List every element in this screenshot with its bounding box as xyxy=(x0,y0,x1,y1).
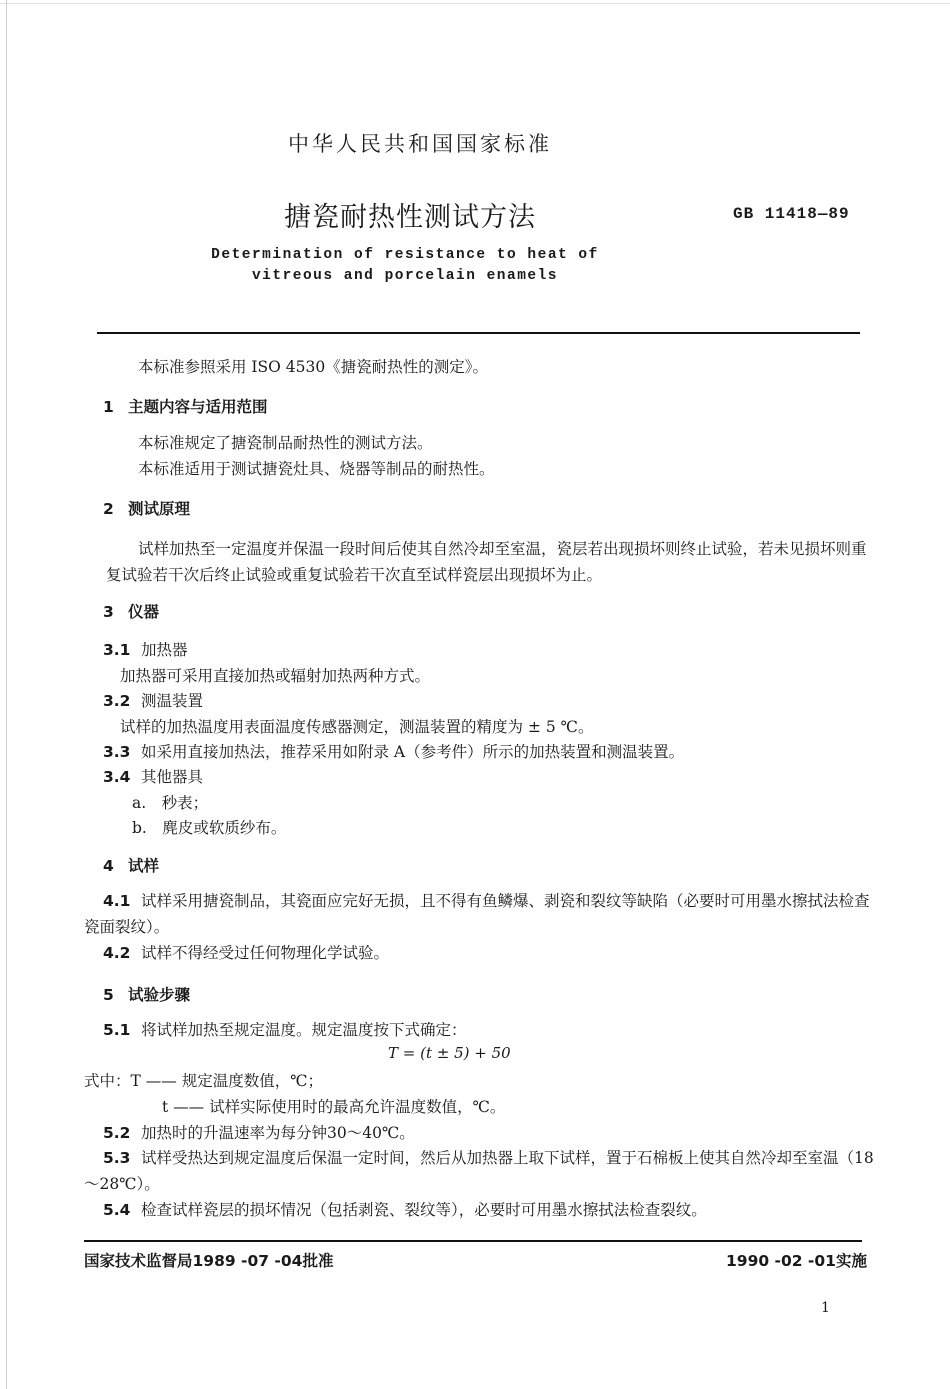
clause-4-2 xyxy=(103,941,389,963)
clause-number: 3.1 xyxy=(103,641,131,659)
header-divider xyxy=(97,332,860,334)
document-title: 搪瓷耐热性测试方法 xyxy=(284,202,536,233)
clause-number: 3.3 xyxy=(103,743,131,761)
clause-text: 试样采用搪瓷制品，其瓷面应完好无损，且不得有鱼鳞爆、剥瓷和裂纹等缺陷（必要时可用墨水擦拭法检查瓷面裂纹）。 xyxy=(84,892,870,936)
clause-number: 5.3 xyxy=(103,1149,131,1167)
section-title: 主题内容与适用范围 xyxy=(128,398,268,416)
section-number: 1 xyxy=(103,398,114,416)
clause-text: 将试样加热至规定温度。规定温度按下式确定： xyxy=(141,1021,467,1039)
clause-text: 如采用直接加热法，推荐采用如附录 A（参考件）所示的加热装置和测温装置。 xyxy=(141,743,685,761)
section-2-paragraph: 试样加热至一定温度并保温一段时间后使其自然冷却至室温，瓷层若出现损坏则终止试验，若未见损坏则重复试验若干次后终止试验或重复试验若干次直至试样瓷层出现损坏为止。 xyxy=(106,540,867,584)
section-1-heading xyxy=(103,395,268,417)
clause-number: 5.2 xyxy=(103,1124,131,1142)
scan-edge-left xyxy=(6,0,7,1389)
section-5-heading xyxy=(103,983,190,1005)
english-title-line-1: Determination of resistance to heat of xyxy=(211,247,599,263)
clause-5-4 xyxy=(103,1198,707,1220)
clause-title: 测温装置 xyxy=(141,692,204,710)
formula-where-T: 式中：T —— 规定温度数值，℃； xyxy=(84,1072,324,1090)
clause-4-1 xyxy=(84,888,878,940)
section-title: 测试原理 xyxy=(128,500,191,518)
footer-divider xyxy=(84,1240,862,1242)
approval-date: 国家技术监督局1989 -07 -04批准 xyxy=(84,1252,334,1270)
clause-text: 检查试样瓷层的损坏情况（包括剥瓷、裂纹等），必要时可用墨水擦拭法检查裂纹。 xyxy=(141,1201,707,1219)
temperature-formula: T = (t ± 5) + 50 xyxy=(388,1044,511,1062)
effective-date: 1990 -02 -01实施 xyxy=(726,1252,867,1270)
section-number: 3 xyxy=(103,603,114,621)
clause-3-1-text: 加热器可采用直接加热或辐射加热两种方式。 xyxy=(120,667,431,685)
clause-3-2-title xyxy=(103,689,203,711)
clause-5-3 xyxy=(84,1145,878,1197)
clause-3-1-title xyxy=(103,638,188,660)
clause-3-3 xyxy=(103,740,684,762)
english-title-line-2: vitreous and porcelain enamels xyxy=(251,268,559,284)
clause-number: 4.1 xyxy=(103,892,131,910)
clause-title: 其他器具 xyxy=(141,768,204,786)
page-number: 1 xyxy=(821,1300,830,1316)
clause-number: 5.4 xyxy=(103,1201,131,1219)
clause-number: 4.2 xyxy=(103,944,131,962)
clause-title: 加热器 xyxy=(141,641,188,659)
clause-3-4-title xyxy=(103,765,203,787)
clause-3-4-item-b: b. 麂皮或软质纱布。 xyxy=(132,819,287,837)
section-4-heading xyxy=(103,854,159,876)
gb-standard-number: GB 11418—89 xyxy=(733,205,850,223)
clause-number: 3.4 xyxy=(103,768,131,786)
section-number: 4 xyxy=(103,857,114,875)
clause-number: 3.2 xyxy=(103,692,131,710)
section-3-heading xyxy=(103,600,159,622)
section-1-paragraph-2: 本标准适用于测试搪瓷灶具、烧器等制品的耐热性。 xyxy=(138,460,495,478)
intro-paragraph: 本标准参照采用 ISO 4530《搪瓷耐热性的测定》。 xyxy=(138,358,489,376)
section-number: 2 xyxy=(103,500,114,518)
clause-text: 试样受热达到规定温度后保温一定时间，然后从加热器上取下试样，置于石棉板上使其自然冷却至室温（18～28℃）。 xyxy=(84,1149,874,1193)
section-title: 试验步骤 xyxy=(128,986,191,1004)
clause-number: 5.1 xyxy=(103,1021,131,1039)
scan-edge-top xyxy=(0,3,950,4)
clause-text: 加热时的升温速率为每分钟30～40℃。 xyxy=(141,1124,415,1142)
clause-5-2 xyxy=(103,1121,415,1143)
formula-where-t: t —— 试样实际使用时的最高允许温度数值，℃。 xyxy=(162,1098,506,1116)
section-2-heading xyxy=(103,497,190,519)
section-title: 试样 xyxy=(128,857,160,875)
clause-5-1 xyxy=(103,1018,467,1040)
section-1-paragraph-1: 本标准规定了搪瓷制品耐热性的测试方法。 xyxy=(138,434,433,452)
standard-title: 中华人民共和国国家标准 xyxy=(288,132,552,156)
clause-3-2-text: 试样的加热温度用表面温度传感器测定，测温装置的精度为 ± 5 ℃。 xyxy=(120,718,594,736)
clause-3-4-item-a: a. 秒表； xyxy=(132,794,209,812)
clause-text: 试样不得经受过任何物理化学试验。 xyxy=(141,944,390,962)
section-title: 仪器 xyxy=(128,603,160,621)
section-number: 5 xyxy=(103,986,114,1004)
